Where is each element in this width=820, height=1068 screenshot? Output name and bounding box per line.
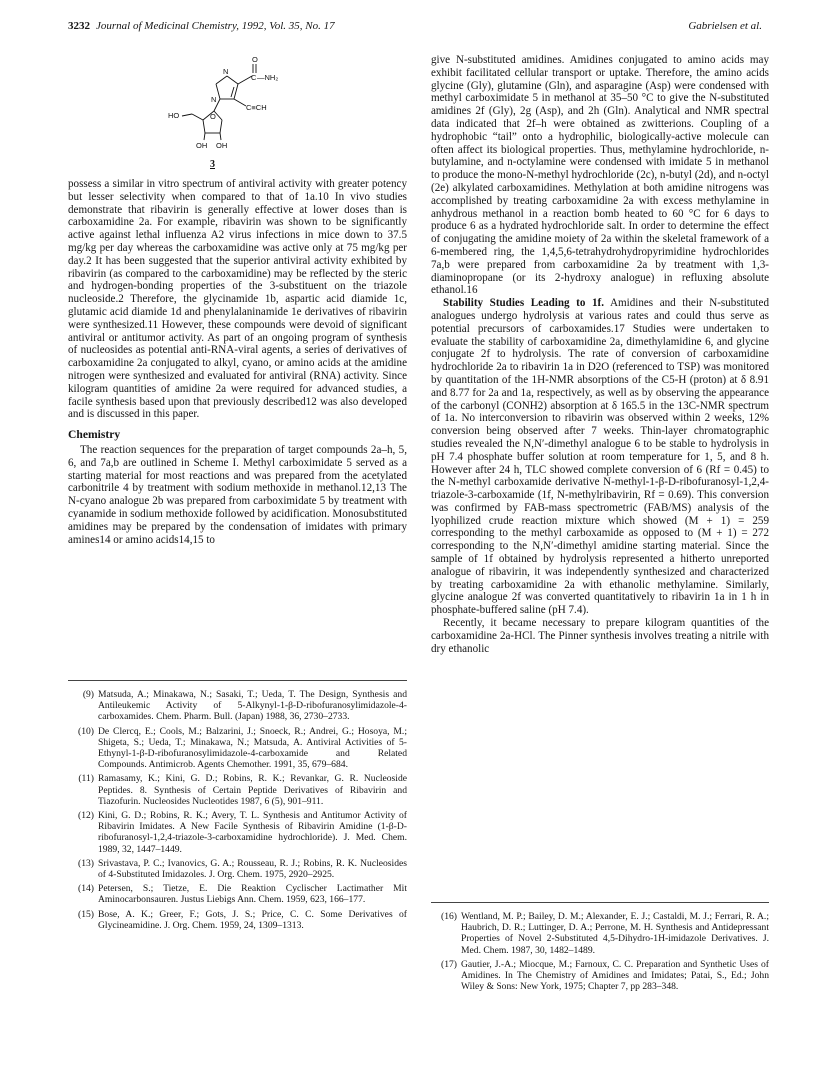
ring-oxygen-label: O [210,112,216,121]
left-paragraph-1: possess a similar in vitro spectrum of antiviral activity with greater potency but lesser selectivity when compared to that of 1a.10 In vivo studies demonstrate that ribavirin is generally effective at lower doses than is carboxamidine 2a. For example, ribavirin was shown to be significantly active against lethal influenza A2 virus infections in mice down to 37.5 mg/kg per day whereas the carboxamidine was active only at 75 mg/kg per day.2 It has been suggested that the superior antiviral activity exhibited by ribavirin (as compared to the carboxamidine) may be reflected by the steric and hydrogen-bonding properties of the 3-substituent on the triazole nucleoside.2 Therefore, the glycinamide 1b, aspartic acid diamide 1c, glutamic acid diamide 1d and phenylalaninamide 1e derivatives of ribavirin were synthesized.11 However, these compounds were devoid of significant antiviral or antitumor activity. As part of an ongoing program of synthesis of nucleosides as potential anti-RNA-viral agents, a series of derivatives of carboxamidine 2a conjugated to alkyl, cyano, or amino acids at the amidine nitrogen were synthesized and evaluated for antiviral (RNA) activity. Since kilogram quantities of amidine 2a were required for advanced studies, a facile synthesis based upon that previously described12 was also developed and is discussed in this paper. [68,178,407,421]
reference-text: De Clercq, E.; Cools, M.; Balzarini, J.; Snoeck, R.; Andrei, G.; Hosoya, M.; Shigeta, S.; Ueda, T.; Minakawa, N.; Matsuda, A. Antiviral Activities of 5-Ethynyl-1-β-D-ribofuranosylimidazole-4-carboxamide and Related Compounds. Antimicrob. Agents Chemother. 1991, 35, 679–684. [98,725,407,771]
hydroxyl-3-label: OH [216,141,228,150]
reference-item [68,810,407,855]
reference-text: Gautier, J.-A.; Miocque, M.; Farnoux, C. C. Preparation and Synthetic Uses of Amidines. In The Chemistry of Amidines and Imidates; Patai, S., Ed.; John Wiley & Sons: New York, 1975; Chapter 7, pp 283–348. [461,958,769,993]
ethynyl-label: C≡CH [246,103,267,112]
compound-number-label: 3 [210,159,215,170]
reference-number: (10) [78,725,94,737]
ring-nitrogen-label: N [223,67,229,76]
reference-number: (11) [78,773,94,785]
page-number: 3232 [68,20,90,32]
chemical-structure-drawing [68,54,407,172]
reference-text: Ramasamy, K.; Kini, G. D.; Robins, R. K.; Revankar, G. R. Nucleoside Peptides. 8. Synthesis of Certain Peptide Derivatives of Ribavirin and Tiazofurin. Nucleosides Nucleotides 1987, 6 (5), 901–911. [98,773,407,807]
stability-paragraph-text: Amidines and their N-substituted analogues undergo hydrolysis at various rates and could thus serve as potential precursors of carboxamides.17 Studies were undertaken to evaluate the stability of carboxamidine 2a, dimethylamidine 6, and glycine conjugate 2f to hydrolysis. The rate of conversion of carboxamidine hydrochloride 2a to ribavirin 1a in D2O (referenced to TSP) was monitored by quantitation of the 1H-NMR absorptions of the C5-H (proton) at δ 8.91 and 8.77 for 2a and 1a, respectively, as well as by observing the appearance of the carbonyl (CONH2) absorption at δ 165.5 in the 13C-NMR spectrum of 1a. No interconversion to ribavirin was observed within 2 weeks, 12% conversion being observed after 7 weeks. Thin-layer chromatographic studies revealed the N,N′-dimethyl analogue 6 to be stable to hydrolysis in pH 7.4 phosphate buffer solution at room temperature for 1, 5, and 8 h. However after 24 h, TLC showed complete conversion of 6 (Rf = 0.45) to the N-methyl carboxamide derivative N-methyl-1-β-D-ribofuranosyl-1,2,4-triazole-3-carboxamide (1f, N-methylribavirin, Rf = 0.69). This conversion was confirmed by FAB-mass spectrometric (FAB/MS) analysis of the lyophilized crude reaction mixture which showed (M + 1) = 259 corresponding to the methyl carboxamide as opposed to (M + 1) = 272 corresponding to the N,N′-dimethyl amidine starting material. Since the sample of 1f obtained by hydrolysis represented a hitherto unreported analogue of ribavirin, it was independently synthesized and characterized by treating carboxamidine 2a with ethanolic methylamine. Similarly, glycine analogue 2f was converted quantitatively to ribavirin 1a in 1 h in phosphate-buffered saline (pH 7.4). [431,297,769,617]
reference-number: (15) [78,908,94,920]
reference-number: (12) [78,810,94,822]
right-paragraph-1: give N-substituted amidines. Amidines conjugated to amino acids may exhibit facilitated cellular transport or uptake. Therefore, the amino acids glycine (Gly), glutamine (Gln), and asparagine (Asp) were condensed with methyl carboximidate 5 in methanol at 35–50 °C to give the N-substituted amidines 2f (Gly), 2g (Asp), and 2h (Gln). Analytical and NMR spectral data indicated that 2f–h were obtained as zwitterions. Coupling of a hydrophobic “tail” onto a hydrophilic, biologically-active molecule can often affect its biological properties. Thus, methylamine hydrochloride, n-butylamine, and n-octylamine were condensed with imidate 5 in methanol to produce the mono-N-methyl hydrochloride (2c), n-butyl (2d), and n-octyl (2e) alkylated carboxamidines. Methylation at both amidine nitrogens was accomplished by treating carboxamidine 2a with excess methylamine in anhydrous methanol in a reaction bomb heated to 60 °C for 6 days to produce 6 as a hydrated hydrochloride salt. In order to determine the effect of conjugating the amidine moiety of 2a within the skeletal framework of a 6-membered ring, the 1,4,5,6-tetrahydrohydropyrimidine hydrochlorides 7a,b were prepared from carboxamidine 2a by treatment with 1,3-diaminopropane (or its 2-hydroxy analogue) in refluxing absolute ethanol.16 [431,54,769,297]
references-left [68,680,407,934]
stability-paragraph [431,297,769,617]
left-paragraph-2: The reaction sequences for the preparation of target compounds 2a–h, 5, 6, and 7a,b are outlined in Scheme I. Methyl carboximidate 5 served as a starting material for most reactions and was prepared from the acetylated carbonitrile 4 by treatment with sodium methoxide in methanol.12,13 The N-cyano analogue 2b was prepared from carboximidate 5 by treatment with cyanamide in sodium methoxide followed by acidification. Monosubstituted amidines may be prepared by the condensation of imidates with primary amines14 or amino acids14,15 to [68,443,407,546]
journal-citation: Journal of Medicinal Chemistry, 1992, Vol. 35, No. 17 [96,20,335,32]
subsection-heading-stability: Stability Studies Leading to 1f. [443,297,605,310]
reference-number: (16) [441,911,457,922]
reference-item [68,726,407,771]
reference-number: (9) [82,689,94,700]
reference-number: (17) [441,958,457,970]
reference-text: Wentland, M. P.; Bailey, D. M.; Alexander, E. J.; Castaldi, M. J.; Ferrari, R. A.; Haubrich, D. R.; Luttinger, D. A.; Perrone, M. H. Synthesis and Antidepressant Properties of Novel 2-Substituted 4,5-Dihydro-1H-imidazole Derivatives. J. Med. Chem. 1987, 30, 1482–1489. [461,911,769,956]
reference-text: Srivastava, P. C.; Ivanovics, G. A.; Rousseau, R. J.; Robins, R. K. Nucleosides of 4-Substituted Imidazoles. J. Org. Chem. 1975, 2920–2925. [98,857,407,881]
reference-item [431,911,769,956]
right-column [431,54,769,655]
reference-item [68,858,407,880]
carboxamide-carbon-label: C [251,73,257,82]
references-right [431,902,769,995]
reference-item [68,689,407,723]
reference-item [68,773,407,807]
compound-3-structure [68,54,407,172]
reference-text: Bose, A. K.; Greer, F.; Gots, J. S.; Price, C. C. Some Derivatives of Glycineamidine. J. Org. Chem. 1959, 24, 1309–1313. [98,908,407,931]
reference-text: Petersen, S.; Tietze, E. Die Reaktion Cyclischer Lactimather Mit Aminocarbonsauren. Justus Liebigs Ann. Chem. 1959, 623, 166–177. [98,883,407,906]
ring-nitrogen-1-label: N [211,95,217,104]
right-paragraph-3: Recently, it became necessary to prepare kilogram quantities of the carboxamidine 2a-HCl. The Pinner synthesis involves treating a nitrile with dry ethanolic [431,617,769,655]
reference-item [68,883,407,905]
hydroxyl-label: HO [168,111,180,120]
amide-nh2-label: —NH₂ [257,73,279,82]
carbonyl-oxygen-label: O [252,55,258,64]
running-head [68,20,762,36]
left-column [68,54,407,546]
hydroxyl-2-label: OH [196,141,208,150]
reference-item [431,959,769,993]
section-heading-chemistry: Chemistry [68,428,121,442]
reference-number: (14) [78,883,94,895]
reference-text: Kini, G. D.; Robins, R. K.; Avery, T. L. Synthesis and Antitumor Activity of Ribavirin Imidates. A New Facile Synthesis of Ribavirin Amidine (1-β-D-ribofuranosyl-1,2,4-triazole-3-carboxamidine hydrochloride). J. Med. Chem. 1989, 32, 1447–1449. [98,810,407,855]
reference-item [68,909,407,931]
running-head-left [68,20,335,32]
running-head-authors: Gabrielsen et al. [688,20,762,32]
reference-text: Matsuda, A.; Minakawa, N.; Sasaki, T.; Ueda, T. The Design, Synthesis and Antileukemic Activity of 5-Alkynyl-1-β-D-ribofuranosylimidazole-4-carboxamides. Chem. Pharm. Bull. (Japan) 1988, 36, 2730–2733. [98,689,407,723]
reference-number: (13) [78,857,94,869]
